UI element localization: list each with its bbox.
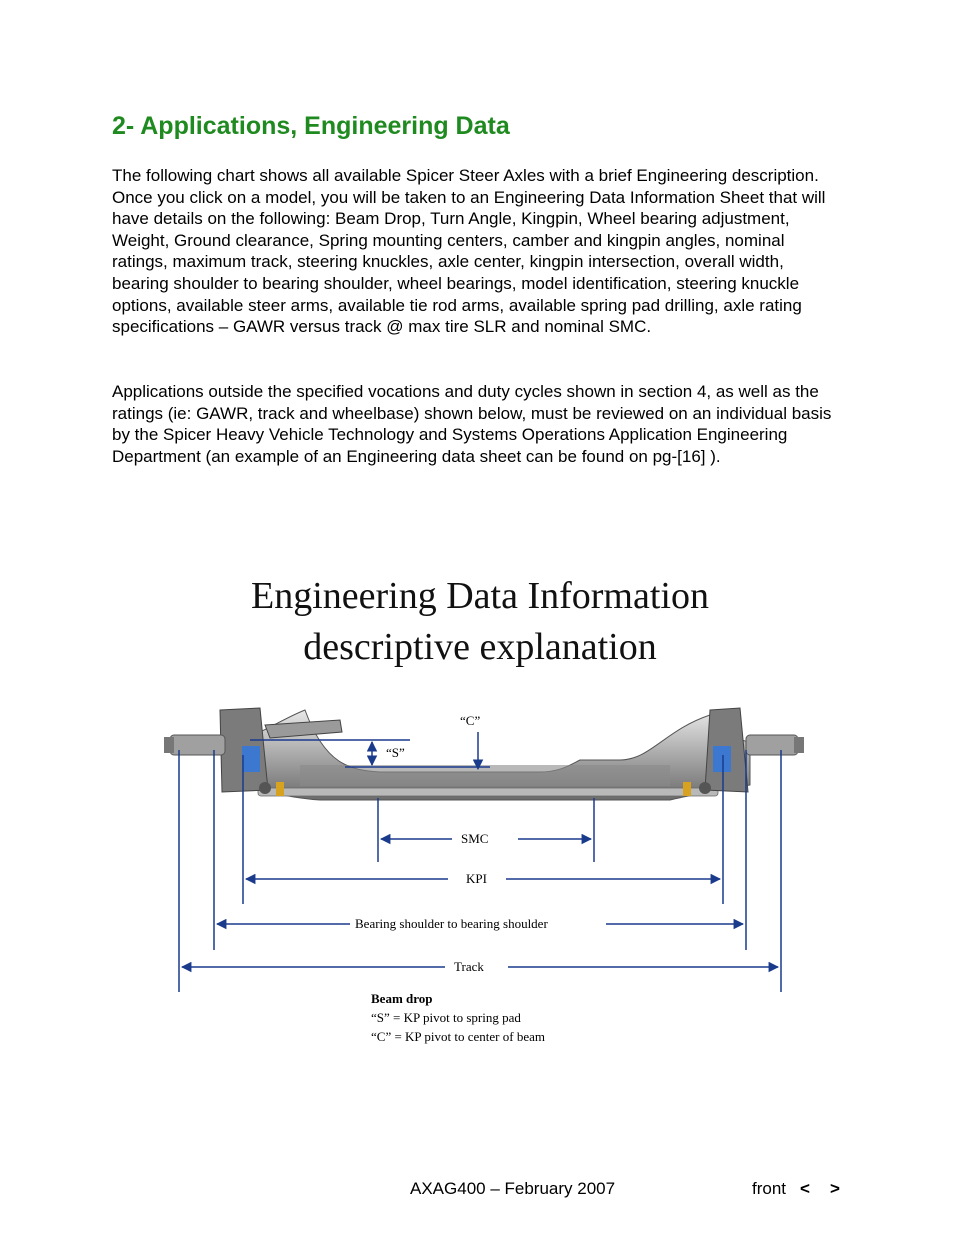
figure-title-line1: Engineering Data Information: [251, 575, 709, 617]
kpi-label: KPI: [466, 871, 487, 886]
beam-drop-legend-s: “S” = KP pivot to spring pad: [371, 1010, 521, 1025]
intro-paragraph: The following chart shows all available Spicer Steer Axles with a brief Engineering description. Once you click on a model, you will be taken to an Engineering Data Information Sheet that will have details on the following: Beam Drop, Turn Angle, Kingpin, Wheel bearing adjustment, Weight, Ground clearance, Spring mounting centers, camber and kingpin angles, nominal ratings, maximum track, steering knuckles, axle center, kingpin intersection, overall width, bearing shoulder to bearing shoulder, wheel bearings, model identification, steering knuckle options, available steer arms, available tie rod arms, available spring pad drilling, axle rating specifications – GAWR versus track @ max tire SLR and nominal SMC.: [112, 166, 826, 337]
axle-diagram: [150, 560, 810, 1060]
beam-drop-legend-c: “C” = KP pivot to center of beam: [371, 1029, 545, 1044]
beam-drop-legend-title: Beam drop: [371, 991, 433, 1006]
axle-beam-image: [164, 708, 804, 800]
previous-page-button[interactable]: <: [800, 1179, 810, 1198]
track-label: Track: [454, 959, 484, 974]
smc-label: SMC: [461, 831, 489, 846]
next-page-button[interactable]: >: [830, 1179, 840, 1198]
c-label: “C”: [460, 713, 481, 728]
section-heading: 2- Applications, Engineering Data: [112, 112, 510, 140]
engineering-data-figure: [150, 560, 810, 1060]
bearing-shoulder-label: Bearing shoulder to bearing shoulder: [355, 916, 548, 931]
applications-paragraph: Applications outside the specified vocations and duty cycles shown in section 4, as well as the ratings (ie: GAWR, track and wheelbase) shown below, must be reviewed on an individual basis by the Spicer Heavy Vehicle Technology and Systems Operations Application Engineering Department (an example of an Engineering data sheet can be found on pg-[16] ).: [112, 382, 832, 466]
front-link[interactable]: front: [752, 1179, 787, 1198]
footer-document-id: AXAG400 – February 2007: [410, 1179, 616, 1198]
s-label: “S”: [386, 745, 405, 760]
figure-title-line2: descriptive explanation: [303, 626, 657, 668]
